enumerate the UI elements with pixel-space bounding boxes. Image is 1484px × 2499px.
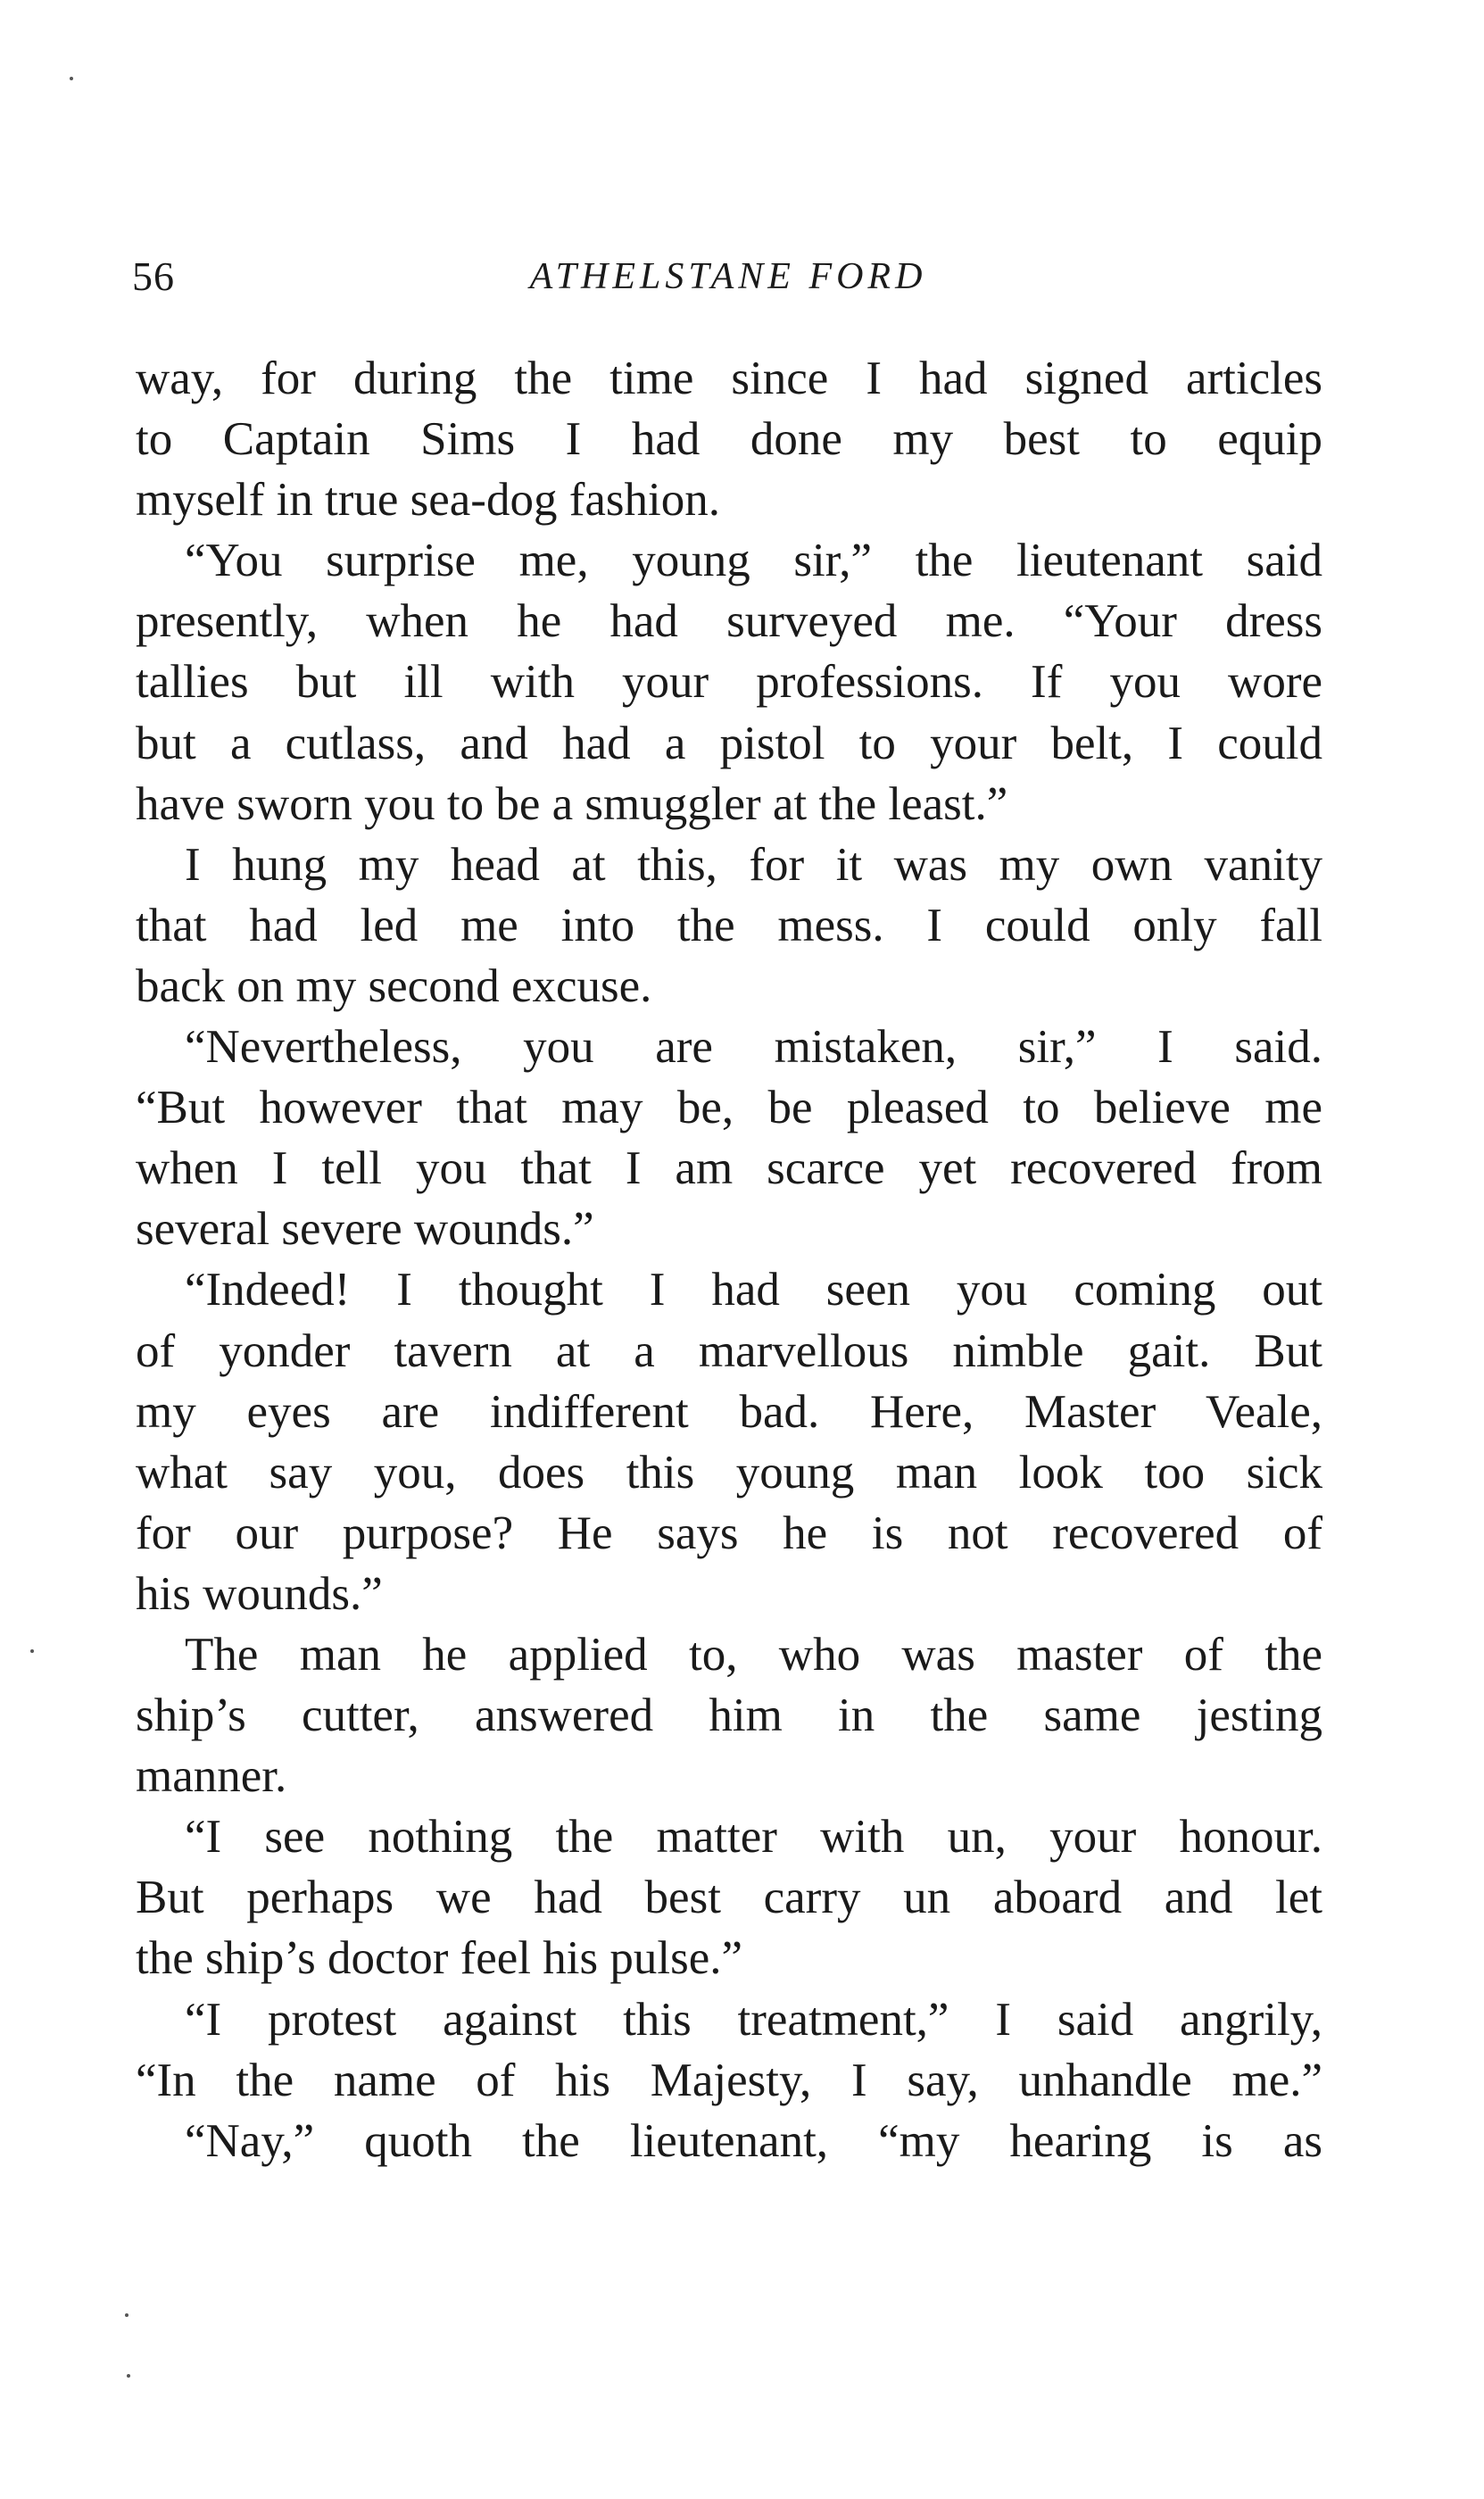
text-line: “Indeed! I thought I had seen you coming out bbox=[185, 1264, 1322, 1316]
text-line: to Captain Sims I had done my best to equip bbox=[136, 413, 1322, 466]
text-line: what say you, does this young man look too sick bbox=[136, 1446, 1322, 1499]
scan-speck bbox=[70, 77, 73, 80]
scan-speck bbox=[125, 2313, 129, 2317]
text-line: back on my second excuse. bbox=[136, 959, 652, 1012]
scan-speck bbox=[127, 2374, 130, 2378]
text-line: way, for during the time since I had signed articles bbox=[136, 353, 1322, 404]
text-line: “You surprise me, young sir,” the lieutenant said bbox=[185, 535, 1322, 587]
scan-speck bbox=[30, 1649, 34, 1653]
text-line: “I see nothing the matter with un, your honour. bbox=[185, 1811, 1322, 1864]
text-line: “In the name of his Majesty, I say, unhandle me.” bbox=[136, 2054, 1322, 2106]
text-line: “Nay,” quoth the lieutenant, “my hearing is as bbox=[185, 2114, 1322, 2167]
text-line: for our purpose? He says he is not recovered of bbox=[136, 1507, 1322, 1559]
text-line: his wounds.” bbox=[136, 1567, 383, 1620]
text-line: when I tell you that I am scarce yet recovered from bbox=[136, 1142, 1322, 1195]
text-line: But perhaps we had best carry un aboard and let bbox=[136, 1872, 1322, 1924]
text-line: tallies but ill with your professions. If you wore bbox=[136, 656, 1322, 709]
text-line: I hung my head at this, for it was my own vanity bbox=[185, 838, 1322, 891]
text-line: myself in true sea-dog fashion. bbox=[136, 474, 720, 527]
text-line: the ship’s doctor feel his pulse.” bbox=[136, 1932, 743, 1985]
body-text bbox=[136, 348, 1322, 2171]
text-line: manner. bbox=[136, 1750, 287, 1803]
text-line: presently, when he had surveyed me. “Your dress bbox=[136, 595, 1322, 648]
text-line: my eyes are indifferent bad. Here, Master Veale, bbox=[136, 1385, 1322, 1438]
text-line: that had led me into the mess. I could only fall bbox=[136, 899, 1322, 951]
running-title: ATHELSTANE FORD bbox=[529, 256, 927, 297]
text-line: “But however that may be, be pleased to believe me bbox=[136, 1082, 1322, 1134]
text-line: of yonder tavern at a marvellous nimble gait. But bbox=[136, 1324, 1322, 1377]
running-head bbox=[132, 250, 1324, 303]
text-line: “Nevertheless, you are mistaken, sir,” I said. bbox=[185, 1021, 1322, 1074]
page-number: 56 bbox=[132, 253, 175, 299]
text-line: but a cutlass, and had a pistol to your belt, I could bbox=[136, 717, 1322, 769]
text-line: several severe wounds.” bbox=[136, 1203, 594, 1256]
text-line: have sworn you to be a smuggler at the least.” bbox=[136, 777, 1008, 830]
text-line: The man he applied to, who was master of the bbox=[185, 1628, 1322, 1681]
text-line: ship’s cutter, answered him in the same jesting bbox=[136, 1690, 1322, 1742]
text-line: “I protest against this treatment,” I said angrily, bbox=[185, 1993, 1322, 2046]
